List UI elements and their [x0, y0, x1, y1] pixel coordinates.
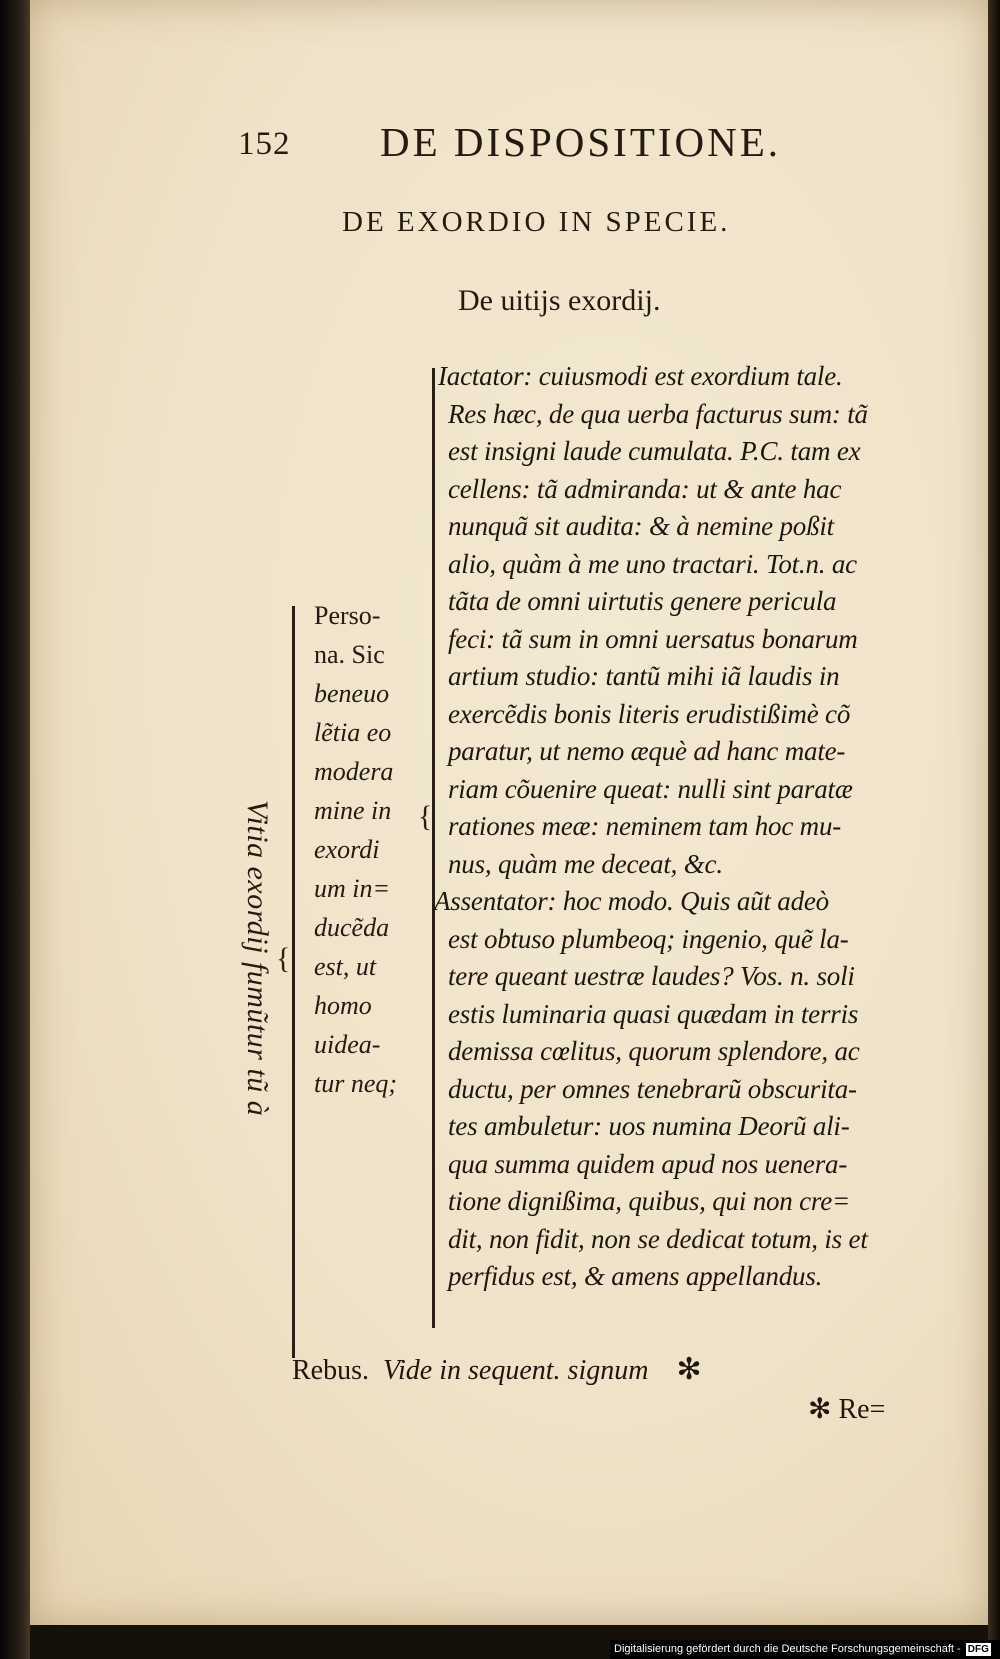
body-line: riam cõuenire queat: nulli sint paratæ [448, 773, 853, 804]
body-line: paratur, ut nemo æquè ad hanc mate- [448, 736, 846, 766]
body-line: tere queant uestræ laudes? Vos. n. soli [448, 961, 855, 991]
running-head: DE DISPOSITIONE. [380, 119, 782, 165]
column-line: beneuo [314, 679, 390, 708]
body-line: nunquã sit audita: & à nemine poßit [448, 511, 834, 541]
column-line: tur neq; [314, 1069, 398, 1098]
catchword: ✻ Re= [808, 1394, 886, 1425]
body-line: qua summa quidem apud nos uenera- [448, 1148, 848, 1179]
column-line: uidea‑ [314, 1030, 381, 1059]
inner-brace-mark: { [418, 800, 433, 833]
digitization-credit [610, 1640, 1000, 1659]
credit-text: Digitalisierung gefördert durch die Deutsche Forschungsgemeinschaft - [614, 1643, 961, 1655]
column-line: lẽtia eo [314, 718, 392, 747]
margin-side-title: Vitia exordij fumũtur tũ à [241, 800, 274, 1117]
body-line: ductu, per omnes tenebrarũ obscurita- [448, 1073, 857, 1104]
dfg-logo: DFG [967, 1644, 989, 1655]
column-line: modera [314, 757, 394, 786]
column-line: ducẽda [314, 913, 390, 942]
rebus-text: Vide in sequent. signum [383, 1355, 649, 1386]
body-line: exercẽdis bonis literis erudistißimè cõ [448, 698, 851, 729]
outer-brace-mark: { [276, 942, 291, 975]
body-line: artium studio: tantũ mihi iã laudis in [448, 661, 840, 691]
body-line: dit, non fidit, non se dedicat totum, is et [448, 1223, 868, 1254]
column-line: exordi [314, 835, 380, 864]
column-line: um in= [314, 874, 391, 903]
body-line: tione dignißima, quibus, qui non cre= [448, 1186, 851, 1216]
book-gutter [0, 0, 30, 1659]
subtitle: De uitijs exordij. [458, 284, 661, 317]
outer-bracket-line [292, 606, 295, 1358]
body-line: est obtuso plumbeoq; ingenio, quẽ la- [448, 923, 849, 954]
column-line: homo [314, 991, 372, 1020]
body-line: rationes meæ: neminem tam hoc mu- [448, 811, 842, 841]
body-text [434, 358, 938, 1296]
inner-bracket-line [432, 368, 435, 1328]
body-line: tes ambuletur: uos numina Deorũ ali- [448, 1111, 850, 1141]
body-line: feci: tã sum in omni uersatus bonarum [448, 623, 858, 654]
body-line: Iactator: cuiusmodi est exordium tale. [438, 361, 843, 391]
column-line: na. Sic [314, 640, 385, 669]
asterism-mark: ✻ [676, 1353, 702, 1386]
rebus-line [292, 1352, 702, 1387]
body-line: Assentator: hoc modo. Quis aũt adeò [434, 886, 829, 916]
rebus-label: Rebus. [292, 1355, 369, 1386]
section-title: DE EXORDIO IN SPECIE. [342, 206, 731, 238]
page-number: 152 [238, 126, 291, 162]
body-line: estis luminaria quasi quædam in terris [448, 998, 859, 1029]
column-line: Perso‑ [314, 601, 381, 630]
body-line: cellens: tã admiranda: ut & ante hac [448, 473, 842, 504]
body-line: est insigni laude cumulata. P.C. tam ex [448, 436, 861, 466]
body-line: Res hæc, de qua uerba facturus sum: tã [448, 398, 868, 429]
body-line: tãta de omni uirtutis genere pericula [448, 586, 837, 616]
page-edge [988, 0, 1000, 1659]
column-line: est, ut [314, 952, 377, 981]
body-line: alio, quàm à me uno tractari. Tot.n. ac [448, 548, 857, 579]
persona-column [314, 596, 426, 1103]
body-line: perfidus est, & amens appellandus. [448, 1261, 823, 1291]
body-line: demissa cœlitus, quorum splendore, ac [448, 1036, 860, 1066]
body-line: nus, quàm me deceat, &c. [448, 848, 723, 879]
column-line: mine in [314, 796, 392, 825]
